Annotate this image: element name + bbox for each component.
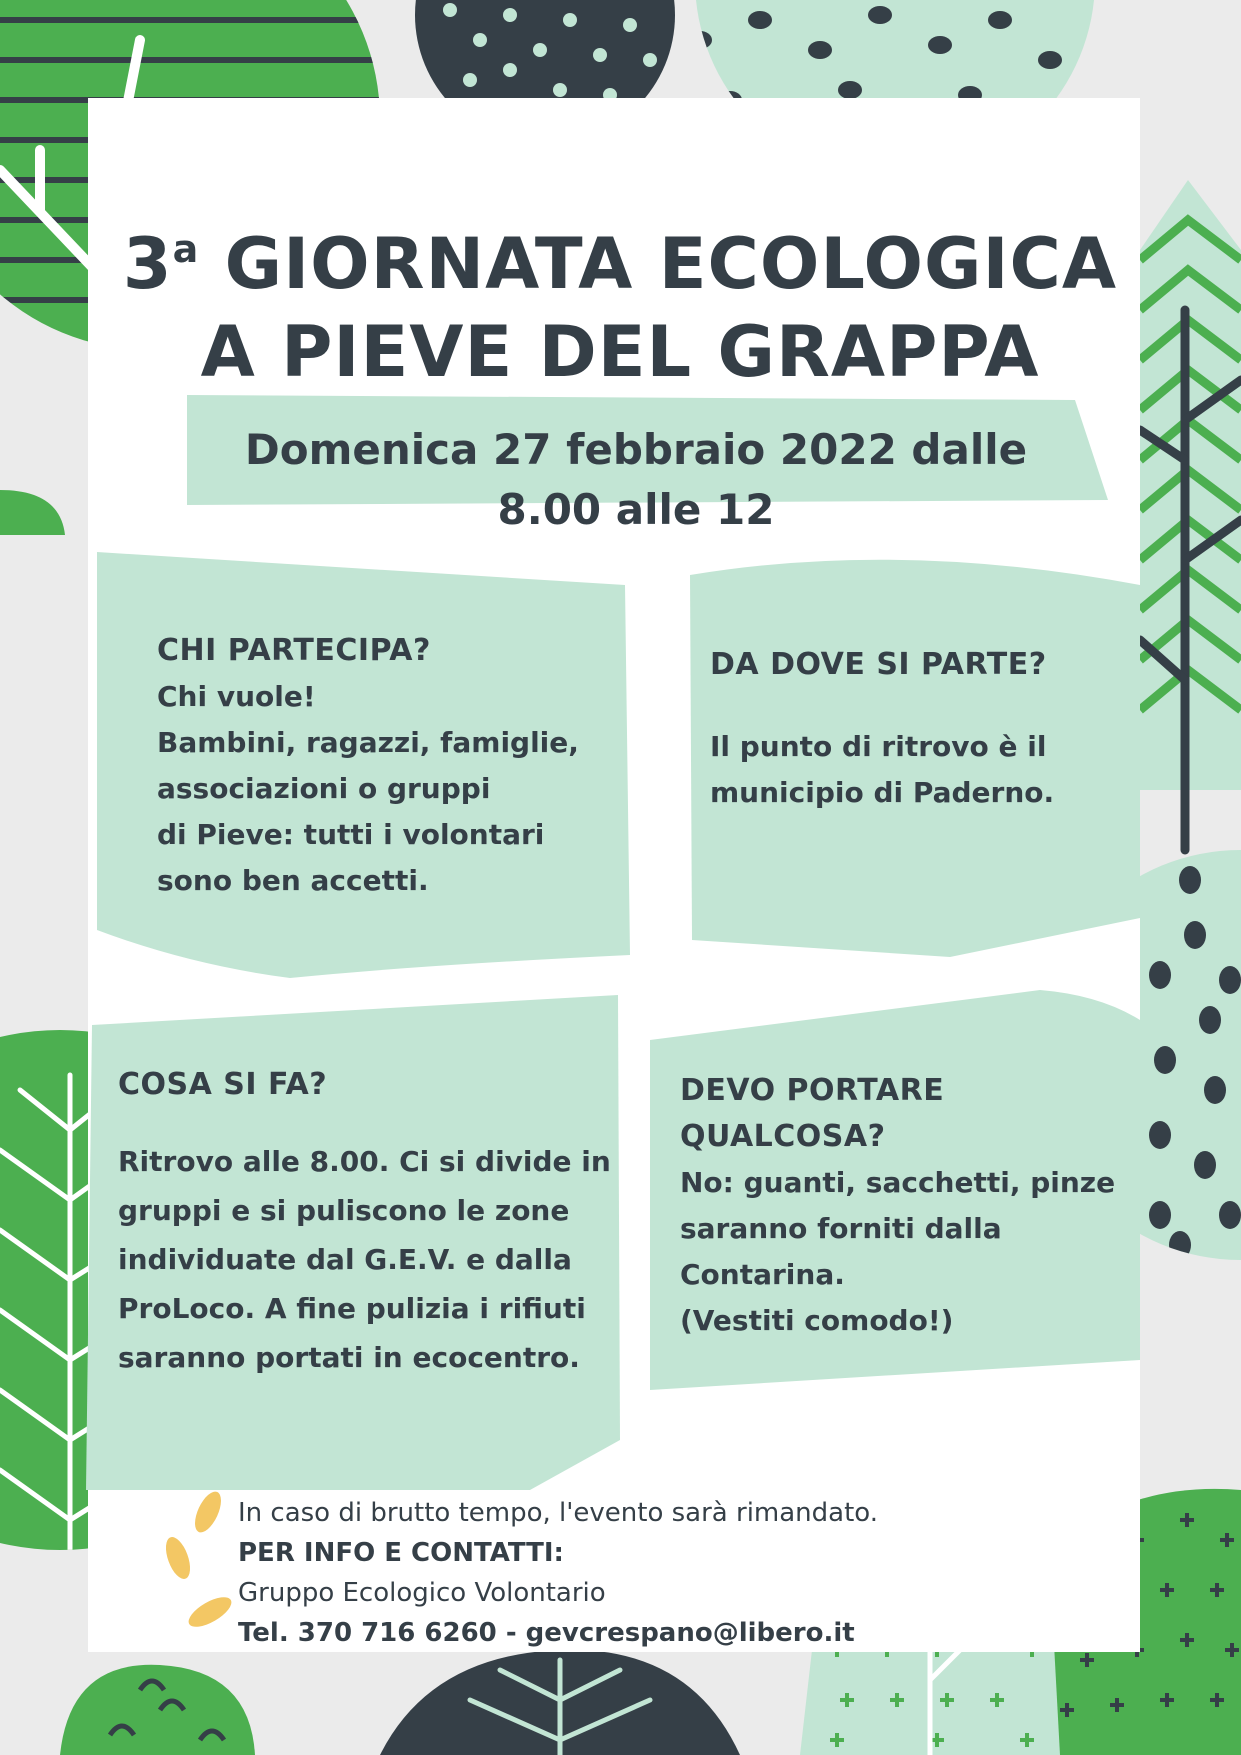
contacts-heading: PER INFO E CONTATTI: [238, 1538, 564, 1568]
box-da-dove-si-parte [710, 642, 1130, 816]
box-line: ProLoco. A fine pulizia i rifiuti [118, 1292, 586, 1325]
phone-email: Tel. 370 716 6260 - gevcrespano@libero.it [238, 1618, 855, 1648]
box-chi-partecipa [157, 628, 617, 904]
box-line: Contarina. [680, 1258, 845, 1291]
title-line-2: A PIEVE DEL GRAPPA [200, 311, 1040, 393]
box-line: sono ben accetti. [157, 864, 429, 897]
box-line: di Pieve: tutti i volontari [157, 818, 545, 851]
poster-title [100, 205, 1140, 396]
box-line: Ritrovo alle 8.00. Ci si divide in [118, 1145, 611, 1178]
box-line: saranno portati in ecocentro. [118, 1341, 580, 1374]
footer-info [238, 1493, 938, 1653]
weather-note: In caso di brutto tempo, l'evento sarà rimandato. [238, 1498, 878, 1528]
box-line: associazioni o gruppi [157, 772, 491, 805]
box-line: Chi vuole! [157, 680, 316, 713]
box-cosa-si-fa [118, 1060, 613, 1382]
box-question: COSA SI FA? [118, 1067, 328, 1102]
box-line: gruppi e si puliscono le zone [118, 1194, 570, 1227]
box-line: Il punto di ritrovo è il [710, 730, 1047, 763]
box-question: DA DOVE SI PARTE? [710, 647, 1047, 682]
title-ordinal-suffix: a [172, 227, 200, 271]
box-line: (Vestiti comodo!) [680, 1304, 954, 1337]
box-question: CHI PARTECIPA? [157, 633, 431, 668]
box-line: Bambini, ragazzi, famiglie, [157, 726, 579, 759]
box-question: DEVO PORTARE [680, 1073, 945, 1108]
yellow-leaf-icon [161, 1488, 236, 1633]
box-line: saranno forniti dalla [680, 1212, 1002, 1245]
event-date: Domenica 27 febbraio 2022 dalle 8.00 alle 12 [244, 425, 1028, 534]
box-line: individuate dal G.E.V. e dalla [118, 1243, 572, 1276]
box-line: No: guanti, sacchetti, pinze [680, 1166, 1116, 1199]
box-line: municipio di Paderno. [710, 776, 1055, 809]
box-devo-portare [680, 1068, 1135, 1344]
box-question: QUALCOSA? [680, 1119, 886, 1154]
title-ordinal: 3 [122, 223, 173, 305]
organization-name: Gruppo Ecologico Volontario [238, 1578, 606, 1608]
title-line-1: GIORNATA ECOLOGICA [199, 223, 1118, 305]
